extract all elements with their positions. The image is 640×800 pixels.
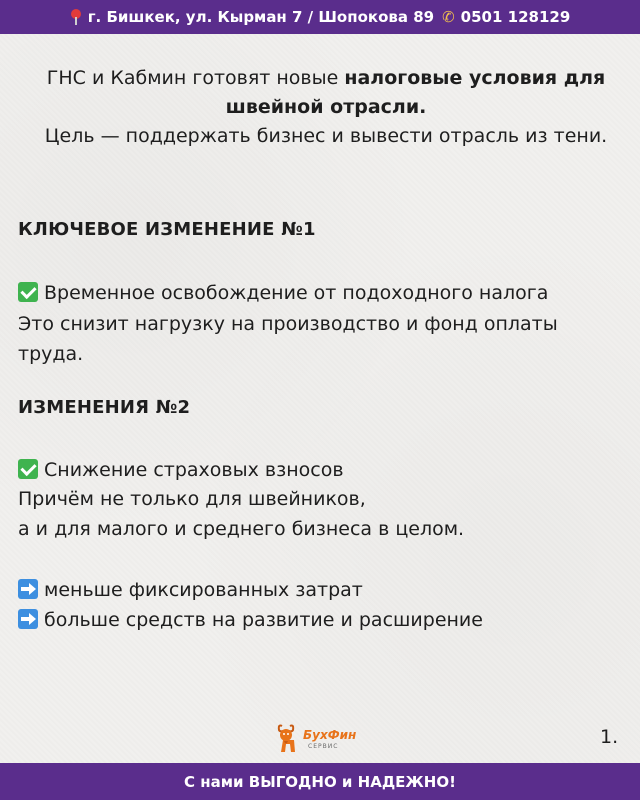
benefit-label: меньше фиксированных затрат xyxy=(44,579,363,601)
arrow-right-icon xyxy=(18,609,38,629)
section2-heading: ИЗМЕНЕНИЯ №2 xyxy=(18,397,191,418)
page-number: 1. xyxy=(600,726,619,748)
check-icon xyxy=(18,459,38,479)
benefit-label: больше средств на развитие и расширение xyxy=(44,609,483,631)
section2-item xyxy=(18,455,344,485)
header-bar xyxy=(0,0,640,34)
section1-item xyxy=(18,278,548,308)
goat-logo-icon xyxy=(276,722,302,756)
section2-item-label: Снижение страховых взносов xyxy=(44,459,344,481)
logo-subtitle: СЕРВИС xyxy=(308,743,339,750)
pin-icon xyxy=(70,9,82,25)
footer-bar xyxy=(0,763,640,800)
intro-text xyxy=(20,64,632,151)
benefit-item xyxy=(18,575,363,605)
check-icon xyxy=(18,282,38,302)
section1-item-label: Временное освобождение от подоходного налога xyxy=(44,282,549,304)
phone-icon: ✆ xyxy=(442,8,455,26)
logo-name: БухФин xyxy=(303,728,357,742)
logo xyxy=(276,722,372,762)
arrow-right-icon xyxy=(18,579,38,599)
section1-desc-line1: Это снизит нагрузку на производство и фонд оплаты xyxy=(18,313,558,335)
section2-desc-line2: а и для малого и среднего бизнеса в целом. xyxy=(18,518,465,540)
intro-part1: ГНС и Кабмин готовят новые xyxy=(46,67,345,89)
section1-desc-line2: труда. xyxy=(18,343,84,365)
intro-part2: Цель — поддержать бизнес и вывести отрасль из тени. xyxy=(44,125,608,147)
section2-desc-line1: Причём не только для швейников, xyxy=(18,488,366,510)
intro-bold: налоговые условия для швейной отрасли. xyxy=(225,67,606,118)
header-phone: 0501 128129 xyxy=(460,8,571,26)
footer-slogan: С нами ВЫГОДНО и НАДЕЖНО! xyxy=(184,772,456,791)
benefit-item xyxy=(18,605,483,635)
section1-heading: КЛЮЧЕВОЕ ИЗМЕНЕНИЕ №1 xyxy=(18,219,316,240)
header-address: г. Бишкек, ул. Кырман 7 / Шопокова 89 xyxy=(87,8,435,26)
